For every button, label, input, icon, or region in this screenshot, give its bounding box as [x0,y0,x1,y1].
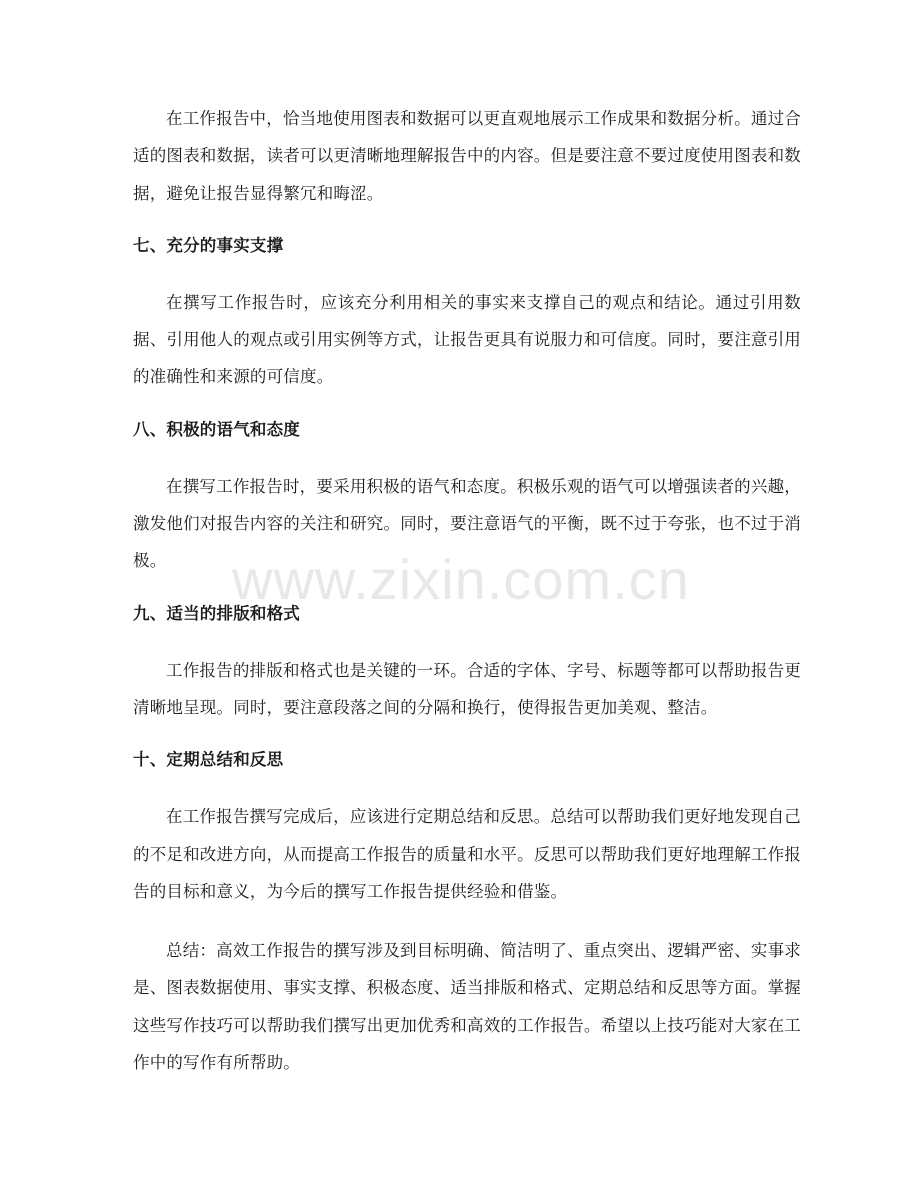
paragraph-layout-format: 工作报告的排版和格式也是关键的一环。合适的字体、字号、标题等都可以帮助报告更清晰地呈现。同时，要注意段落之间的分隔和换行，使得报告更加美观、整洁。 [133,660,801,717]
document-body [133,100,801,1081]
heading-section-9: 九、适当的排版和格式 [133,603,300,623]
paragraph-summary: 总结：高效工作报告的撰写涉及到目标明确、简洁明了、重点突出、逻辑严密、实事求是、图表数据使用、事实支撑、积极态度、适当排版和格式、定期总结和反思等方面。掌握这些写作技巧可以帮助我们撰写出更加优秀和高效的工作报告。希望以上技巧能对大家在工作中的写作有所帮助。 [133,941,801,1073]
paragraph-review-reflection: 在工作报告撰写完成后，应该进行定期总结和反思。总结可以帮助我们更好地发现自己的不足和改进方向，从而提高工作报告的质量和水平。反思可以帮助我们更好地理解工作报告的目标和意义，为今后的撰写工作报告提供经验和借鉴。 [133,807,801,901]
paragraph-positive-tone: 在撰写工作报告时，要采用积极的语气和态度。积极乐观的语气可以增强读者的兴趣，激发他们对报告内容的关注和研究。同时，要注意语气的平衡，既不过于夸张，也不过于消极。 [133,476,801,571]
heading-section-7: 七、充分的事实支撑 [133,235,284,255]
paragraph-charts-data: 在工作报告中，恰当地使用图表和数据可以更直观地展示工作成果和数据分析。通过合适的图表和数据，读者可以更清晰地理解报告中的内容。但是要注意不要过度使用图表和数据，避免让报告显得繁冗和晦涩。 [133,109,801,203]
heading-section-10: 十、定期总结和反思 [133,750,284,770]
paragraph-fact-support: 在撰写工作报告时，应该充分利用相关的事实来支撑自己的观点和结论。通过引用数据、引用他人的观点或引用实例等方式，让报告更具有说服力和可信度。同时，要注意引用的准确性和来源的可信度。 [133,292,801,387]
heading-section-8: 八、积极的语气和态度 [133,419,300,439]
watermark-text: www.zixin.com.cn [232,548,690,611]
